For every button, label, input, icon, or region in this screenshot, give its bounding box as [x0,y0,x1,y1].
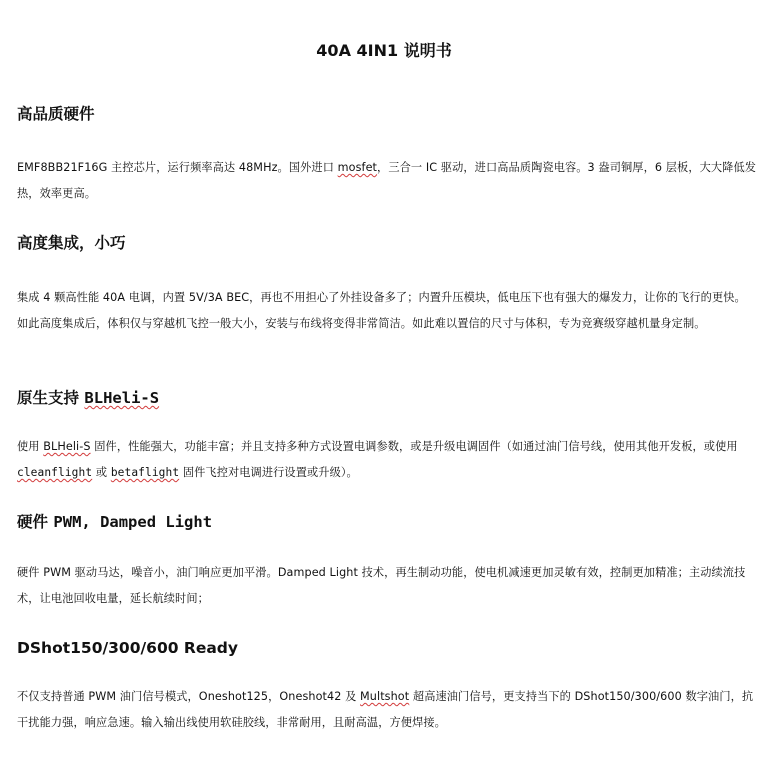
document-title: 40A 4IN1 说明书 [316,41,452,60]
blheli-text-3: 或 [92,466,111,479]
heading-blheli-support [17,387,159,409]
pwm-heading-cn: 硬件 [17,513,54,531]
blheli-heading-en: BLHeli-S [84,389,160,407]
pwm-heading-en: PWM, Damped Light [53,513,213,531]
paragraph-quality-hardware [17,155,757,207]
dshot-text-2: 超高速油门信号，更支持当下的 DShot150/300/600 数字油门，抗干扰能力强，响应急速。输入输出线使用软硅胶线，非常耐用，且耐高温，方便焊接。 [17,690,754,729]
heading-integration: 高度集成，小巧 [17,234,126,252]
quality-text-1: EMF8BB21F16G 主控芯片，运行频率高达 48MHz。国外进口 [17,161,338,174]
blheli-text-4: 固件飞控对电调进行设置或升级）。 [179,466,358,479]
spellcheck-cleanflight: cleanflight [17,466,93,479]
paragraph-blheli-support [17,434,757,486]
blheli-heading-cn: 原生支持 [17,389,85,407]
blheli-text-1: 使用 [17,440,44,453]
dshot-text-1: 不仅支持普通 PWM 油门信号模式，Oneshot125，Oneshot42 及 [17,690,361,703]
paragraph-dshot-ready [17,684,757,736]
paragraph-hardware-pwm: 硬件 PWM 驱动马达，噪音小，油门响应更加平滑。Damped Light 技术，再生制动功能，使电机减速更加灵敏有效，控制更加精准；主动续流技术，让电池回收电量，延长航续时间； [17,566,746,605]
spellcheck-mosfet: mosfet [337,161,378,174]
blheli-text-2: 固件，性能强大，功能丰富；并且支持多种方式设置电调参数，或是升级电调固件（如通过油门信号线，使用其他开发板，或使用 [90,440,738,453]
quality-text-2: ，三合一 IC 驱动，进口高品质陶瓷电容。3 盎司铜厚，6 层板，大大降低发热，效率更高。 [17,161,757,200]
heading-dshot-ready: DShot150/300/600 Ready [17,639,239,657]
heading-quality-hardware: 高品质硬件 [17,105,95,123]
heading-hardware-pwm [17,511,212,533]
spellcheck-blheli: BLHeli-S [43,440,91,453]
paragraph-integration: 集成 4 颗高性能 40A 电调，内置 5V/3A BEC，再也不用担心了外挂设备多了；内置升压模块，低电压下也有强大的爆发力，让你的飞行的更快。如此高度集成后，体积仅与穿越机飞控一般大小，安装与布线将变得非常简洁。如此难以置信的尺寸与体积，专为竞赛级穿越机量身定制。 [17,291,746,330]
spellcheck-multshot: Multshot [360,690,410,703]
spellcheck-betaflight: betaflight [110,466,180,479]
